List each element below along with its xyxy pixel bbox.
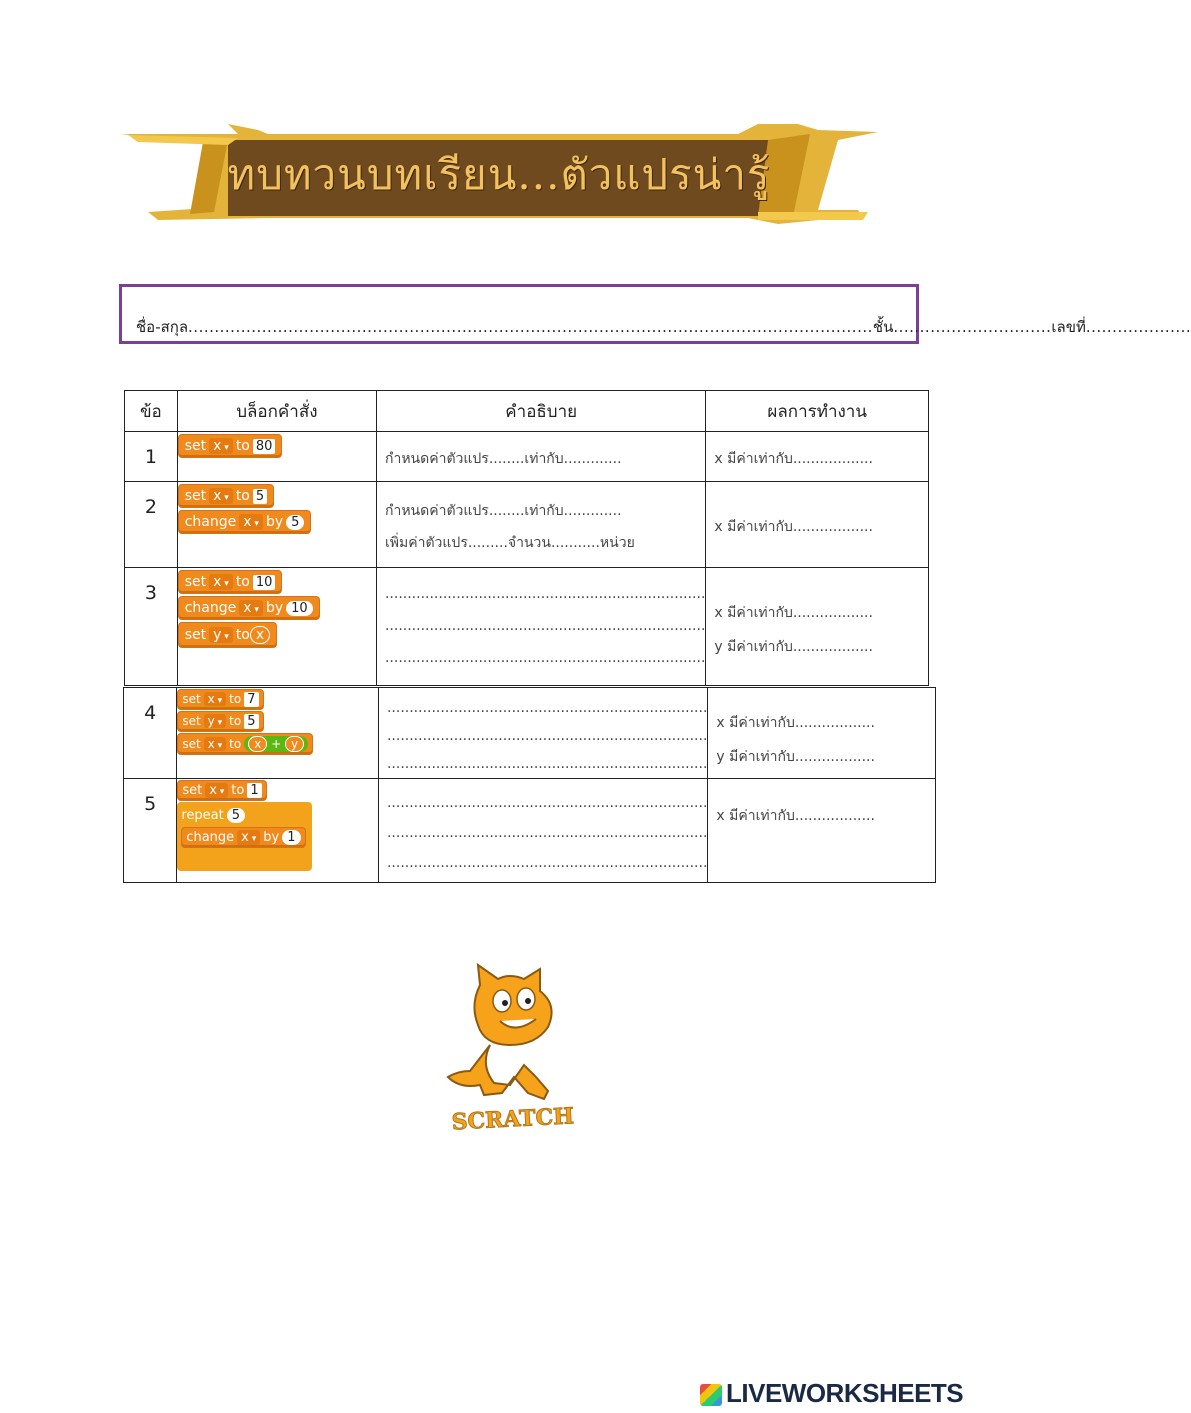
description-line[interactable]: กำหนดค่าตัวแปร........เท่ากับ............. [384,503,622,519]
table-row [124,688,936,779]
student-info-box [119,284,1191,344]
table-row [125,432,929,482]
description-cell [378,779,707,883]
title-banner [118,120,880,230]
description-line[interactable]: ........................................................................ [384,618,706,634]
table-header-row [125,391,929,432]
change-block: change x ▾ by 5 [178,510,312,534]
set-block: set y ▾ to x [178,622,277,648]
scratch-cat-logo [440,965,575,1140]
number-field[interactable]: .................... [1085,318,1191,336]
table-row [125,482,929,568]
block-cell [177,568,376,686]
result-line[interactable]: x มีค่าเท่ากับ.................. [716,715,875,731]
block-cell [177,688,379,779]
description-line[interactable]: ........................................................................ [386,700,708,716]
liveworksheets-logo [700,1378,963,1409]
result-line[interactable]: x มีค่าเท่ากับ.................. [714,451,873,467]
result-cell [706,568,929,686]
class-label: ชั้น [872,318,894,336]
table-row [124,779,936,883]
description-line[interactable]: ........................................................................ [386,728,708,744]
set-block: set x ▾ to 10 [178,570,283,594]
description-line[interactable]: ........................................................................ [386,825,708,841]
row-number: 5 [124,779,177,883]
description-cell [376,482,705,568]
result-cell [708,779,936,883]
result-line[interactable]: x มีค่าเท่ากับ.................. [714,519,873,535]
row-number: 1 [125,432,178,482]
result-line[interactable]: y มีค่าเท่ากับ.................. [714,639,873,655]
row-number: 3 [125,568,178,686]
student-info-row [136,315,1191,339]
liveworksheets-icon [700,1384,722,1406]
class-field[interactable]: .............................. [893,318,1052,336]
banner-title: ทบทวนบทเรียน...ตัวแปรน่ารู้ [227,150,771,199]
worksheet-table-continued [123,687,936,883]
scratch-logo-text: SCRATCH [451,1103,575,1136]
result-line[interactable]: x มีค่าเท่ากับ.................. [714,605,873,621]
name-label: ชื่อ-สกุล [136,318,189,336]
set-block: set x ▾ to 80 [178,434,283,458]
name-field[interactable]: .................................................................................................................................. [188,318,873,336]
repeat-block: repeat 5 change x ▾ by 1 [177,802,311,871]
header-number: ข้อ [125,391,178,432]
description-cell [378,688,707,779]
description-cell [376,568,705,686]
worksheet-table [124,390,929,686]
description-line[interactable]: ........................................................................ [384,586,706,602]
change-block: change x ▾ by 1 [181,827,305,848]
set-block: set y ▾ to 5 [177,711,263,732]
block-cell [177,779,379,883]
footer-brand: LIVEWORKSHEETS [726,1378,964,1408]
header-description: คำอธิบาย [376,391,705,432]
block-cell [177,432,376,482]
set-block: set x ▾ to 5 [178,484,274,508]
description-line[interactable]: เพิ่มค่าตัวแปร.........จำนวน...........หน่วย [384,535,635,551]
description-line[interactable]: ........................................................................ [386,756,708,772]
set-block: set x ▾ to 7 [177,689,263,710]
description-line[interactable]: ........................................................................ [384,650,706,666]
result-cell [706,432,929,482]
change-block: change x ▾ by 10 [178,596,320,620]
description-line[interactable]: กำหนดค่าตัวแปร........เท่ากับ............. [384,451,622,467]
result-cell [708,688,936,779]
row-number: 2 [125,482,178,568]
header-blocks: บล็อกคำสั่ง [177,391,376,432]
set-block: set x ▾ to 1 [177,780,266,801]
description-line[interactable]: ........................................................................ [386,855,708,871]
row-number: 4 [124,688,177,779]
description-line[interactable]: ........................................................................ [386,795,708,811]
result-line[interactable]: y มีค่าเท่ากับ.................. [716,749,875,765]
result-line[interactable]: x มีค่าเท่ากับ.................. [716,808,875,824]
header-result: ผลการทำงาน [706,391,929,432]
block-cell [177,482,376,568]
scratch-cat-icon [440,965,575,1140]
set-block: set x ▾ to x + y [177,733,313,755]
result-cell [706,482,929,568]
number-label: เลขที่ [1051,318,1086,336]
description-cell [376,432,705,482]
table-row [125,568,929,686]
